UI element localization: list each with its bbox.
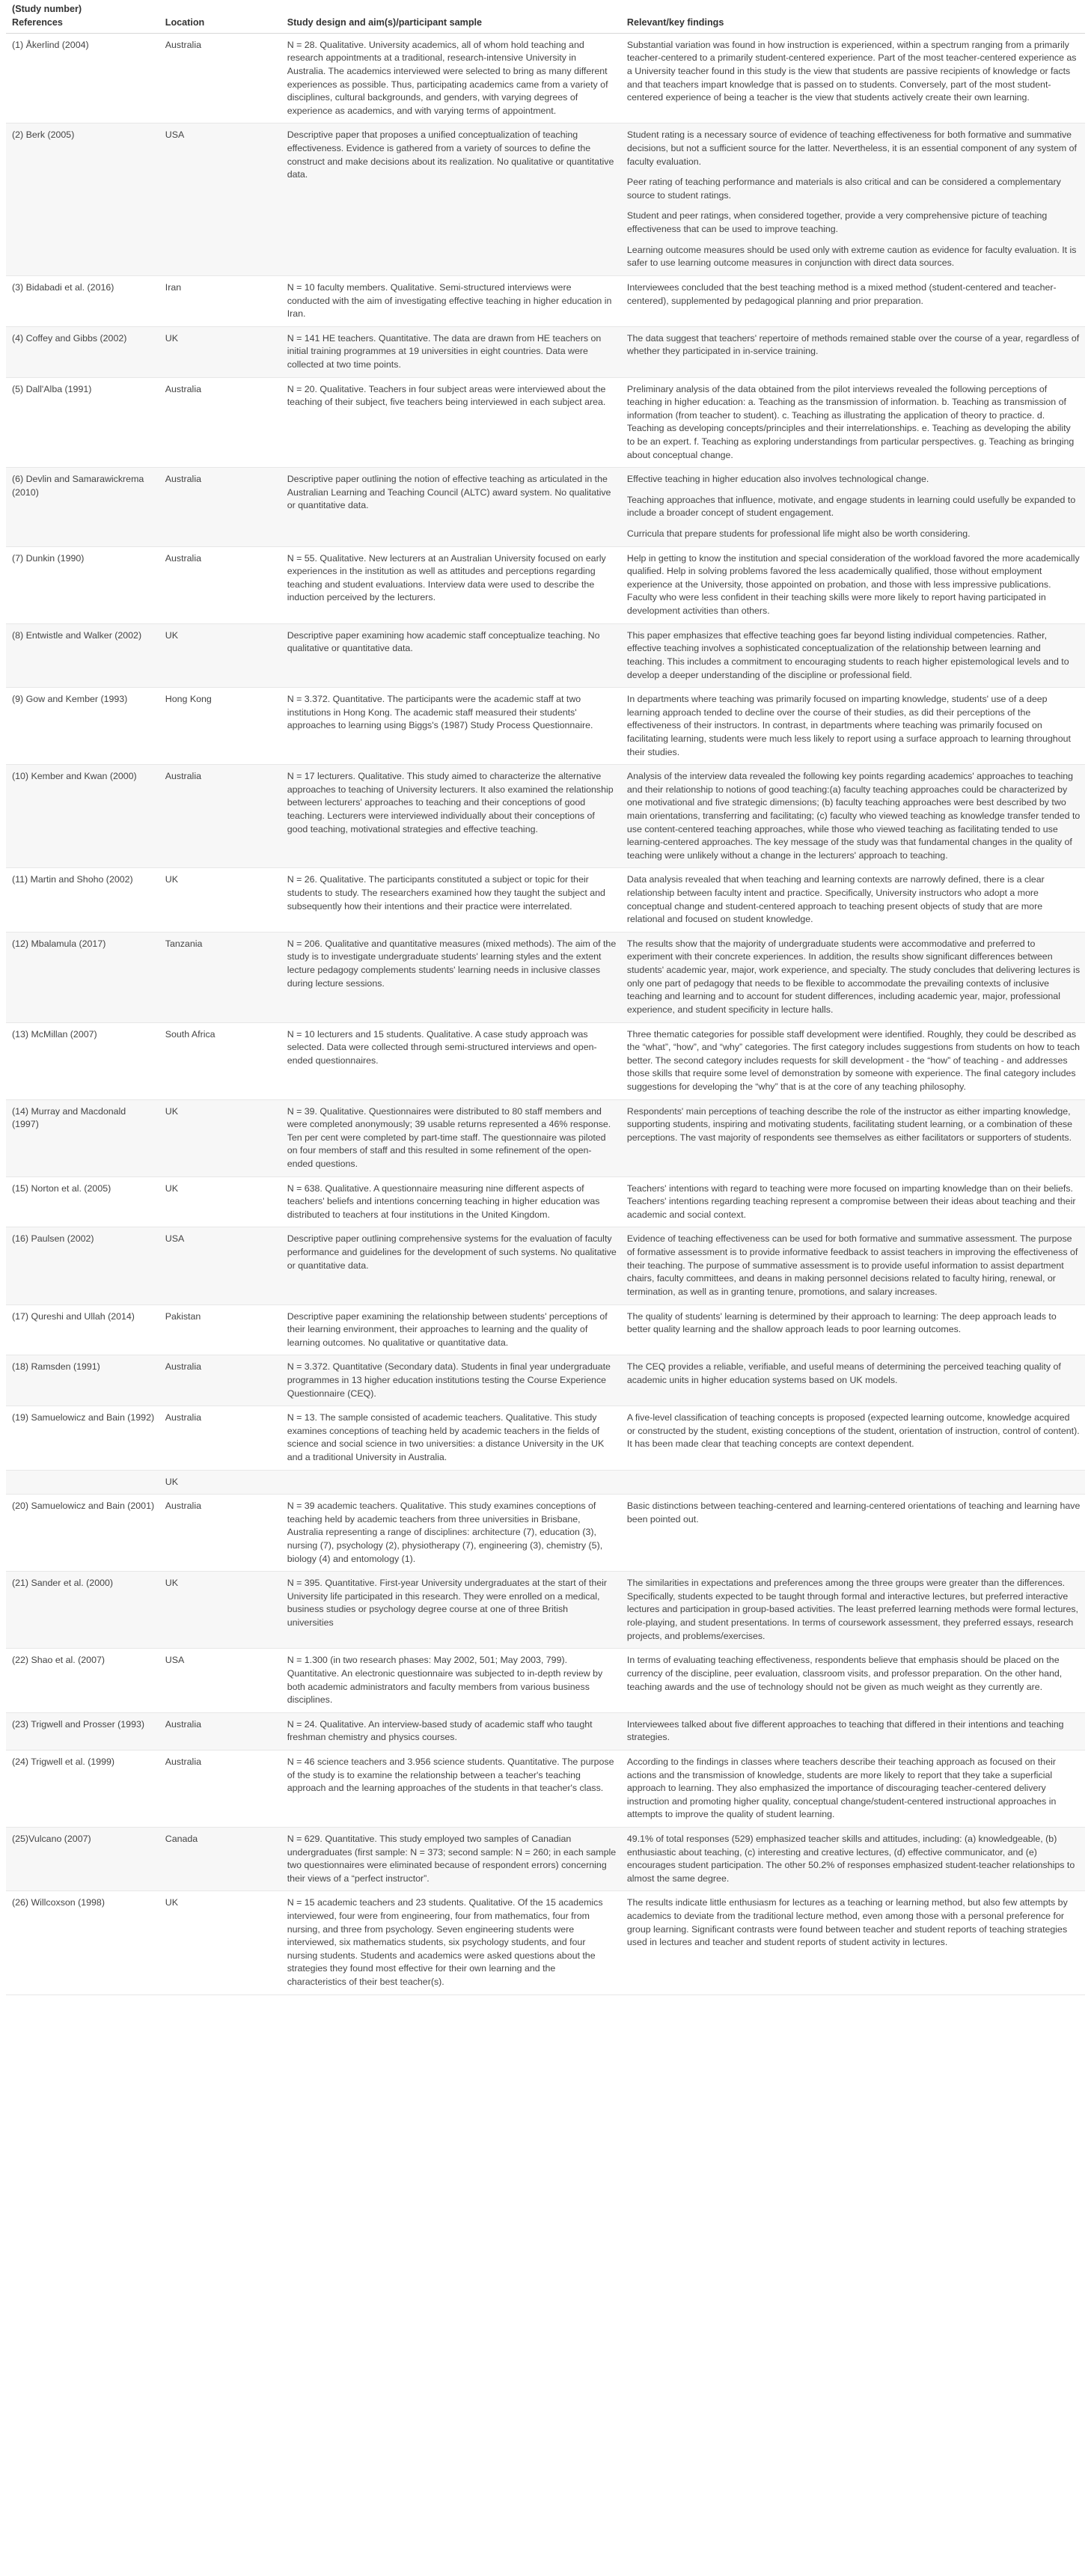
study-reference: (17) Qureshi and Ullah (2014): [6, 1304, 159, 1355]
study-reference: (18) Ramsden (1991): [6, 1355, 159, 1406]
study-reference: (26) Willcoxson (1998): [6, 1891, 159, 1994]
finding-paragraph: The data suggest that teachers' repertoire of methods remained stable over the course of a year, regardless of whether they participated in in-service training.: [626, 332, 1080, 357]
table-row: [6, 546, 1085, 623]
study-location-cell: [159, 1176, 281, 1227]
finding-paragraph: The results show that the majority of undergraduate students were accommodative and preferred to experiment with their concrete experiences. In addition, the results show significant differences between students' academic year, major, work experience, and specialty. The study concludes that delivering lectures is only one part of pedagogy that needs to be flexible to accommodate the prevailing contexts of inclusive teaching and learning and to account for student differences, including academic year, major, professional experience, and student specificity in lecture halls.: [626, 938, 1081, 1015]
finding-paragraph: Evidence of teaching effectiveness can be used for both formative and summative assessment. The purpose of formative assessment is to provide informative feedback to assist teachers in improving the effectiveness of their teaching. The purpose of summative assessment is to provide useful information to assist department chairs, faculty committees, and deans in making personnel decisions related to faculty hiring, renewal, or termination, as well as in granting tenure, promotions, and salary increases.: [626, 1233, 1078, 1297]
study-location: UK: [165, 1578, 178, 1589]
study-location-cell: [159, 1828, 281, 1891]
table-row: [6, 623, 1085, 687]
header-study: [6, 0, 159, 33]
study-reference: (2) Berk (2005): [6, 123, 159, 275]
header-location: Location: [159, 0, 281, 33]
finding-paragraph: Learning outcome measures should be used only with extreme caution as evidence for faculty evaluation. It is safer to use learning outcome measures in conjunction with direct data sources.: [626, 244, 1077, 269]
study-reference: (23) Trigwell and Prosser (1993): [6, 1712, 159, 1750]
finding-paragraph: Respondents' main perceptions of teaching describe the role of the instructor as either imparting knowledge, supporting students, inspiring and motivating students, facilitating student learning, or a combination of these perceptions. The vast majority of respondents see themselves as either facilitators or supporters of students.: [626, 1105, 1073, 1143]
study-location: Australia: [165, 1412, 201, 1423]
study-design: Descriptive paper examining how academic staff conceptualize teaching. No qualitative or quantitative data.: [281, 623, 621, 687]
study-location-cell: [159, 1227, 281, 1304]
study-location-cell: [159, 1750, 281, 1827]
study-location: UK: [165, 1897, 178, 1908]
study-findings: [621, 326, 1085, 377]
studies-table: [6, 0, 1085, 1995]
study-location: South Africa: [165, 1028, 216, 1040]
finding-paragraph: The similarities in expectations and preferences among the three groups were greater than the differences. Specifically, students expected to be taught through formal and interactive lectures, but preferred interactive lectures and participation in group-based activities. The least preferred learning methods were formal lectures, role-playing, and student presentations. In terms of coursework assessment, they preferred essays, research projects, and problems/exercises.: [626, 1578, 1078, 1641]
study-findings: [621, 688, 1085, 765]
study-location-cell: [159, 932, 281, 1022]
study-reference: (21) Sander et al. (2000): [6, 1572, 159, 1649]
study-reference: (15) Norton et al. (2005): [6, 1176, 159, 1227]
study-findings: [621, 1304, 1085, 1355]
study-location: UK: [165, 1105, 178, 1117]
table-body: [6, 33, 1085, 1994]
study-design: Descriptive paper outlining the notion of effective teaching as articulated in the Australian Learning and Teaching Council (ALTC) award system. No qualitative or quantitative data.: [281, 468, 621, 546]
finding-paragraph: Effective teaching in higher education also involves technological change.: [626, 474, 929, 485]
study-location: Australia: [165, 383, 201, 394]
study-reference: (6) Devlin and Samarawickrema (2010): [6, 468, 159, 546]
study-design: N = 15 academic teachers and 23 students. Qualitative. Of the 15 academics interviewed, four were from engineering, four from mathematics, four from nursing, and three from psychology. Seven engineering students were interviewed, six mathematics students, six psychology students, and four nursing students. Students and academics were asked questions about the strategies they found most effective for their own learning and the characteristics of their best teacher(s).: [281, 1891, 621, 1994]
study-reference: (20) Samuelowicz and Bain (2001): [6, 1495, 159, 1572]
study-location: Australia: [165, 771, 201, 782]
header-study-line2: References: [12, 16, 63, 28]
study-findings: [621, 123, 1085, 275]
study-design: N = 46 science teachers and 3.956 science students. Quantitative. The purpose of the study is to examine the relationship between a teacher's teaching approach and the learning approaches of the students in that teacher's class.: [281, 1750, 621, 1827]
study-design: Descriptive paper outlining comprehensive systems for the evaluation of faculty performance and guidelines for the development of such systems. No qualitative or quantitative data.: [281, 1227, 621, 1304]
study-location-cell: [159, 868, 281, 932]
study-location-cell: [159, 1355, 281, 1406]
table-row: [6, 1176, 1085, 1227]
study-reference: (7) Dunkin (1990): [6, 546, 159, 623]
table-row: [6, 1891, 1085, 1994]
study-location: USA: [165, 1655, 185, 1666]
studies-table-container: [6, 0, 1085, 1995]
study-location-cell: [159, 623, 281, 687]
study-location-cell: [159, 468, 281, 546]
finding-paragraph: 49.1% of total responses (529) emphasized teacher skills and attitudes, including: (a) knowledgeable, (b) enthusiastic about teaching, (c) interesting and creative lectures, (d) effective communicator, and (e) encourages student participation. The other 50.2% of responses emphasized student-teacher relationships to almost the same degree.: [626, 1834, 1075, 1884]
study-findings: [621, 1227, 1085, 1304]
table-row: [6, 123, 1085, 275]
study-location: UK: [165, 629, 178, 641]
study-reference: (3) Bidabadi et al. (2016): [6, 275, 159, 326]
table-row: [6, 1572, 1085, 1649]
table-row: [6, 1304, 1085, 1355]
study-design: N = 629. Quantitative. This study employed two samples of Canadian undergraduates (first sample: N = 373; second sample: N = 260; in each sample two questionnaires were eliminated because of respondent errors) concerning their views of a “perfect instructor”.: [281, 1828, 621, 1891]
study-findings: [621, 623, 1085, 687]
finding-paragraph: Interviewees talked about five different approaches to teaching that differed in their intentions and teaching strategies.: [626, 1718, 1064, 1743]
study-location: Australia: [165, 1501, 201, 1512]
study-location: Australia: [165, 39, 201, 50]
finding-paragraph: The quality of students' learning is determined by their approach to learning: The deep approach leads to better quality learning and the shallow approach leads to poor learning outcomes.: [626, 1310, 1057, 1335]
study-findings: [621, 377, 1085, 468]
study-findings: [621, 1891, 1085, 1994]
study-reference: (1) Åkerlind (2004): [6, 33, 159, 123]
study-design: N = 3.372. Quantitative (Secondary data). Students in final year undergraduate programmes in 13 higher education institutions testing the Course Experience Questionnaire (CEQ).: [281, 1355, 621, 1406]
study-location-cell: [159, 33, 281, 123]
study-location-cell: [159, 1406, 281, 1470]
study-location: Hong Kong: [165, 694, 212, 705]
table-row: [6, 1828, 1085, 1891]
finding-paragraph: Teachers' intentions with regard to teaching were more focused on imparting knowledge than on their beliefs. Teachers' intentions regarding teaching represent a compromise between their ideas about teaching and their academic and social context.: [626, 1182, 1076, 1220]
finding-paragraph: The results indicate little enthusiasm for lectures as a teaching or learning method, but also few attempts by academics to deviate from the traditional lecture method, even among those with a personal preference for group learning. Significant contrasts were found between teacher and student reports of teaching strategies used in lectures and teacher and student reports of student activity in lectures.: [626, 1897, 1068, 1948]
study-findings: [621, 1022, 1085, 1099]
study-findings: [621, 932, 1085, 1022]
table-row: [6, 33, 1085, 123]
study-findings: [621, 1750, 1085, 1827]
study-reference: (5) Dall'Alba (1991): [6, 377, 159, 468]
finding-paragraph: In departments where teaching was primarily focused on imparting knowledge, students' use of a deep learning approach tended to decline over the course of their studies, as did their perceptions of the effectiveness of their instructors. In contrast, in departments where teaching was primarily focused on facilitating learning, students were much less likely to report using a surface approach to learning throughout their studies.: [626, 694, 1071, 757]
study-location-cell: [159, 546, 281, 623]
study-findings: [621, 275, 1085, 326]
study-reference: (9) Gow and Kember (1993): [6, 688, 159, 765]
study-reference: (8) Entwistle and Walker (2002): [6, 623, 159, 687]
empty-cell: [281, 1470, 621, 1495]
study-location-cell: [159, 765, 281, 868]
study-reference: (19) Samuelowicz and Bain (1992): [6, 1406, 159, 1470]
finding-paragraph: Data analysis revealed that when teaching and learning contexts are narrowly defined, there is a clear relationship between faculty intent and practice. Specifically, University instructors who adopt a more conceptual change and student-centered approach to teaching present objects of study that are more relational and focused on student knowledge.: [626, 874, 1045, 925]
study-location-cell: [159, 1891, 281, 1994]
study-design: N = 638. Qualitative. A questionnaire measuring nine different aspects of teachers' beliefs and intentions concerning teaching in higher education was distributed to teachers at four institutions in the United Kingdom.: [281, 1176, 621, 1227]
study-location: Australia: [165, 474, 201, 485]
study-design: N = 17 lecturers. Qualitative. This study aimed to characterize the alternative approaches to teaching of University lecturers. It also examined the relationship between lecturers' approaches to teaching and their conceptions of good teaching. Lecturers were interviewed individually about their conceptions of good teaching, motivational strategies and effective teaching.: [281, 765, 621, 868]
study-design: N = 26. Qualitative. The participants constituted a subject or topic for their students to study. The researchers examined how they taught the subject and subsequently how their intentions and their practice were interrelated.: [281, 868, 621, 932]
study-location: USA: [165, 129, 185, 141]
study-findings: [621, 1406, 1085, 1470]
finding-paragraph: Basic distinctions between teaching-centered and learning-centered orientations of teaching and learning have been pointed out.: [626, 1501, 1081, 1524]
study-design: N = 10 lecturers and 15 students. Qualitative. A case study approach was selected. Data were collected through semi-structured interviews and open-ended questionnaires.: [281, 1022, 621, 1099]
study-design: N = 3.372. Quantitative. The participants were the academic staff at two institutions in Hong Kong. The academic staff measured their students' approaches to learning using Biggs's (1987) Study Process Questionnaire.: [281, 688, 621, 765]
study-design: N = 10 faculty members. Qualitative. Semi-structured interviews were conducted with the aim of investigating effective teaching in higher education in Iran.: [281, 275, 621, 326]
study-design: N = 13. The sample consisted of academic teachers. Qualitative. This study examines conceptions of teaching held by academic teachers in the fields of science and social science in two universities: a distance University in the UK and a traditional University in Australia.: [281, 1406, 621, 1470]
study-location-cell: [159, 1649, 281, 1712]
header-row: [6, 0, 1085, 33]
finding-paragraph: Interviewees concluded that the best teaching method is a mixed method (student-centered and teacher-centered), supplemented by pedagogical planning and prior preparation.: [626, 281, 1057, 306]
study-reference: (10) Kember and Kwan (2000): [6, 765, 159, 868]
study-location: Australia: [165, 1756, 201, 1767]
study-findings: [621, 546, 1085, 623]
table-row: [6, 932, 1085, 1022]
study-findings: [621, 1649, 1085, 1712]
table-row: [6, 1355, 1085, 1406]
study-location-cell: [159, 1099, 281, 1176]
study-reference: (24) Trigwell et al. (1999): [6, 1750, 159, 1827]
table-row: [6, 377, 1085, 468]
study-findings: [621, 765, 1085, 868]
study-location-cell: [159, 1495, 281, 1572]
study-design: Descriptive paper examining the relationship between students' perceptions of their learning environment, their approaches to learning and the quality of learning outcomes. No qualitative or quantitative data.: [281, 1304, 621, 1355]
header-findings: Relevant/key findings: [621, 0, 1085, 33]
table-row: [6, 1495, 1085, 1572]
study-design: N = 20. Qualitative. Teachers in four subject areas were interviewed about the teaching of their subject, five teachers being interviewed in each subject area.: [281, 377, 621, 468]
empty-cell: [621, 1470, 1085, 1495]
study-location: UK: [165, 332, 178, 344]
finding-paragraph: This paper emphasizes that effective teaching goes far beyond listing individual competencies. Rather, effective teaching involves a sophisticated conceptualization of the relationship between learning and teaching. This includes a commitment to encouraging students to reach higher epistemological levels and to develop a deeper understanding of the discipline or professional field.: [626, 629, 1069, 680]
finding-paragraph: Peer rating of teaching performance and materials is also critical and can be considered a complementary source to student ratings.: [626, 177, 1061, 201]
study-location: Canada: [165, 1834, 198, 1844]
study-location-cell: [159, 1572, 281, 1649]
study-location-cell: [159, 688, 281, 765]
study-reference: (12) Mbalamula (2017): [6, 932, 159, 1022]
study-design: Descriptive paper that proposes a unified conceptualization of teaching effectiveness. Evidence is gathered from a variety of sources to define the construct and make decisions about its realization. No qualitative or quantitative data.: [281, 123, 621, 275]
study-reference: (11) Martin and Shoho (2002): [6, 868, 159, 932]
study-location: Australia: [165, 552, 201, 564]
study-location: UK: [165, 874, 178, 885]
study-location-cell: [159, 275, 281, 326]
study-design: N = 28. Qualitative. University academics, all of whom hold teaching and research appointments at a traditional, research-intensive University in Australia. The academics interviewed were selected to bring as many different experiences as possible. Thus, participating academics came from a variety of disciplines, cultural backgrounds, and genders, with varying degrees of experience as academics, and with varying terms of appointment.: [281, 33, 621, 123]
study-location: Iran: [165, 281, 182, 293]
table-row: [6, 1406, 1085, 1470]
table-row: [6, 1712, 1085, 1750]
study-findings: [621, 33, 1085, 123]
study-findings: [621, 1099, 1085, 1176]
study-location: Australia: [165, 1361, 201, 1373]
study-location: Tanzania: [165, 938, 203, 949]
study-findings: [621, 1176, 1085, 1227]
study-reference: (14) Murray and Macdonald (1997): [6, 1099, 159, 1176]
study-reference: (25)Vulcano (2007): [6, 1828, 159, 1891]
table-row: [6, 1227, 1085, 1304]
study-location: USA: [165, 1233, 185, 1245]
study-location: Australia: [165, 1718, 201, 1730]
study-location-cell: [159, 326, 281, 377]
table-row: [6, 688, 1085, 765]
table-row: [6, 275, 1085, 326]
study-reference: (13) McMillan (2007): [6, 1022, 159, 1099]
finding-paragraph: In terms of evaluating teaching effectiveness, respondents believe that emphasis should be placed on the currency of the discipline, peer evaluation, classroom visits, and professor preparation. On the other hand, teaching awards and the use of technology should not be given as much weight as they currently are.: [626, 1655, 1063, 1692]
study-location: Pakistan: [165, 1310, 201, 1322]
study-location-cell: [159, 1712, 281, 1750]
study-findings: [621, 1355, 1085, 1406]
study-location: UK: [165, 1182, 178, 1194]
finding-paragraph: The CEQ provides a reliable, verifiable, and useful means of determining the perceived teaching quality of academic units in higher education systems based on UK models.: [626, 1361, 1061, 1385]
study-design: N = 55. Qualitative. New lecturers at an Australian University focused on early experiences in the institution as well as attitudes and perceptions regarding teaching and student evaluations. Interview data were used to describe the induction perceived by the lecturers.: [281, 546, 621, 623]
study-findings: [621, 1572, 1085, 1649]
finding-paragraph: Preliminary analysis of the data obtained from the pilot interviews revealed the following perceptions of teaching in higher education: a. Teaching as the transmission of information. b. Teaching as transmission of information (from teacher to student). c. Teaching as illustrating the application of theory to practice. d. Teaching as developing concepts/principles and their interrelationships. e. Teaching as developing the ability to be an expert. f. Teaching as exploring understandings from particular perspectives. g. Teaching as bringing about conceptual change.: [626, 383, 1075, 460]
study-location-cell: [159, 1022, 281, 1099]
study-location-cell: [159, 123, 281, 275]
study-design: N = 141 HE teachers. Quantitative. The data are drawn from HE teachers on initial training programmes at 19 universities in eight countries. Data were collected at two time points.: [281, 326, 621, 377]
study-location-extra: UK: [159, 1470, 281, 1495]
finding-paragraph: Three thematic categories for possible staff development were identified. Roughly, they could be described as the “what”, “how”, and “why” categories. The first category includes suggestions from students on how to teach better. The second category includes requests for skill development - the “how” of teaching - and addresses those skills that require some level of demonstration by someone with experience. The final category includes suggestions for developing the “why” that is at the core of any teaching philosophy.: [626, 1028, 1081, 1092]
study-design: N = 39. Qualitative. Questionnaires were distributed to 80 staff members and were completed anonymously; 39 usable returns represented a 46% response. Ten per cent were completed by part-time staff. The questionnaire was piloted on four members of staff and this resulted in some refinement of the open-ended questions.: [281, 1099, 621, 1176]
table-row: [6, 326, 1085, 377]
study-findings: [621, 1712, 1085, 1750]
table-row: [6, 868, 1085, 932]
study-location-cell: [159, 377, 281, 468]
study-findings: [621, 468, 1085, 546]
finding-paragraph: According to the findings in classes where teachers describe their teaching approach as focused on their actions and the transmission of knowledge, students are more likely to report that they take a superficial approach to learning. They also emphasized the importance of discouraging teacher-centered delivery instruction and promoting higher quality, conceptual change/student-centered instructional approaches in attempts to improve the quality of student learning.: [626, 1756, 1057, 1820]
study-reference: (16) Paulsen (2002): [6, 1227, 159, 1304]
empty-cell: [6, 1470, 159, 1495]
finding-paragraph: Substantial variation was found in how instruction is experienced, within a spectrum ranging from a primarily teacher-centered to a primarily student-centered experience. Part of the most teacher-centered experience as a University teacher found in this study is the view that students are passive recipients of knowledge or facts and that teachers impart knowledge that is passed on to students. Conversely, part of the most student-centered experience of being a teacher is the view that students actively create their own learning.: [626, 39, 1077, 103]
study-reference: (22) Shao et al. (2007): [6, 1649, 159, 1712]
table-row: [6, 468, 1085, 546]
finding-paragraph: Curricula that prepare students for professional life might also be worth considering.: [626, 528, 971, 540]
finding-paragraph: Analysis of the interview data revealed the following key points regarding academics' approaches to teaching and their relationship to notions of good teaching:(a) faculty teaching approaches could be characterized by one motivational and five strategic dimensions; (b) faculty teaching approaches were best described by two main orientations, transferring and facilitating; (c) faculty who viewed teaching as knowledge transfer tended to use content-centered teaching approaches, while those who viewed teaching as facilitating tended to use learning-centered approaches. The key message of the study was that fundamental changes in the quality of teaching were unlikely without a change in the lecturers' approach to teaching.: [626, 771, 1081, 861]
study-findings: [621, 1495, 1085, 1572]
study-findings: [621, 868, 1085, 932]
finding-paragraph: A five-level classification of teaching concepts is proposed (expected learning outcome, knowledge acquired or constructed by the student, existing conceptions of the student, orientation of instruction, control of content). It has been made clear that teaching concepts are context dependent.: [626, 1412, 1080, 1450]
finding-paragraph: Teaching approaches that influence, motivate, and engage students in learning could usefully be expanded to include a broader concept of student engagement.: [626, 494, 1076, 519]
study-reference: (4) Coffey and Gibbs (2002): [6, 326, 159, 377]
table-row: [6, 765, 1085, 868]
study-design: N = 39 academic teachers. Qualitative. This study examines conceptions of teaching held by academic teachers from three universities in Brisbane, Australia representing a range of disciplines: architecture (7), education (3), nursing (7), psychology (2), physiotherapy (7), engineering (3), chemistry (5), biology (4) and entomology (1).: [281, 1495, 621, 1572]
header-design: Study design and aim(s)/participant sample: [281, 0, 621, 33]
table-row: [6, 1649, 1085, 1712]
study-design: N = 24. Qualitative. An interview-based study of academic staff who taught freshman chemistry and physics courses.: [281, 1712, 621, 1750]
finding-paragraph: Student and peer ratings, when considered together, provide a very comprehensive picture of teaching effectiveness that can be used to improve teaching.: [626, 210, 1048, 235]
table-row: [6, 1022, 1085, 1099]
table-row: [6, 1470, 1085, 1495]
header-study-line1: (Study number): [12, 4, 82, 14]
table-row: [6, 1750, 1085, 1827]
study-design: N = 206. Qualitative and quantitative measures (mixed methods). The aim of the study is to investigate undergraduate students' learning styles and the extent lecture pedagogy complements students' learning needs in inclusive classes during lecture sessions.: [281, 932, 621, 1022]
finding-paragraph: Help in getting to know the institution and special consideration of the workload favored the more academically qualified. Help in solving problems favored the less academically qualified, those without employment experience at the University, those appointed on probation, and those with less impressive publications. Faculty who were less confident in their teaching skills were more likely to report having participated in development activities than others.: [626, 552, 1080, 617]
finding-paragraph: Student rating is a necessary source of evidence of teaching effectiveness for both formative and summative decisions, but not a sufficient source for the latter. Nevertheless, it is an essential component of any system of faculty evaluation.: [626, 129, 1077, 167]
study-design: N = 1.300 (in two research phases: May 2002, 501; May 2003, 799). Quantitative. An electronic questionnaire was subjected to in-depth review by both academic administrators and faculty members from various business disciplines.: [281, 1649, 621, 1712]
study-design: N = 395. Quantitative. First-year University undergraduates at the start of their University life participated in this research. They were enrolled on a medical, business studies or psychology degree course at one of three British universities: [281, 1572, 621, 1649]
study-location-cell: [159, 1304, 281, 1355]
table-row: [6, 1099, 1085, 1176]
study-findings: [621, 1828, 1085, 1891]
